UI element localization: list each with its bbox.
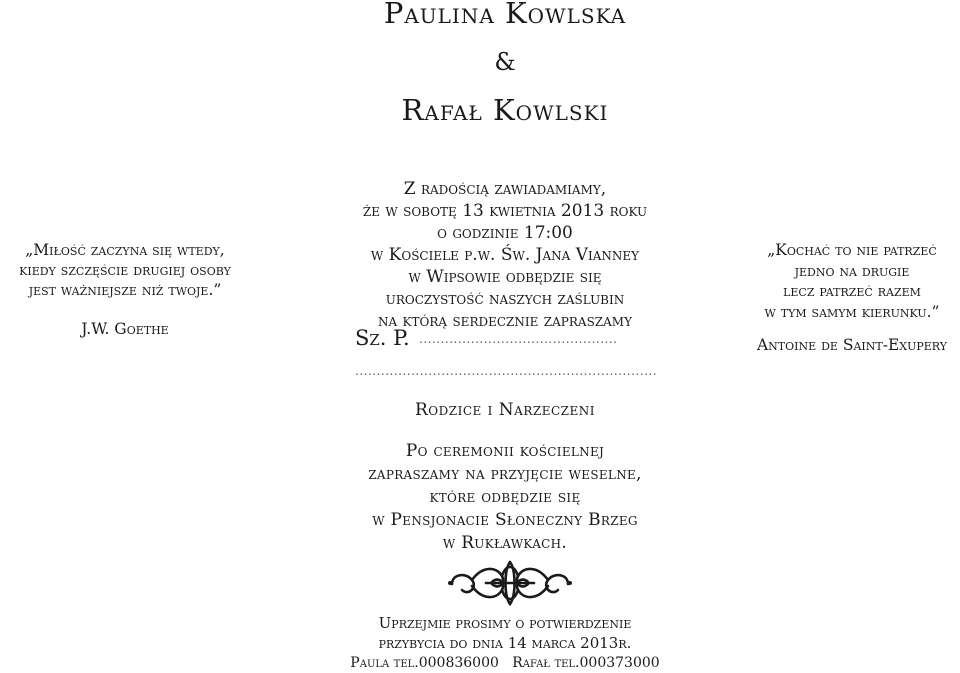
quote-line: kiedy szczęście drugiej osoby: [19, 261, 231, 279]
quote-line: jedno na drugie: [794, 261, 910, 280]
announcement-line: Z radością zawiadamiamy,: [403, 179, 607, 199]
quote-line: „Kochać to nie patrzeć: [767, 241, 937, 259]
reception-text: [330, 440, 680, 555]
quote-line: jest ważniejsze niż twoje.”: [28, 281, 222, 299]
announcement-line: w Kościele p.w. Św. Jana Vianney: [370, 245, 640, 265]
contact-numbers: Paula tel.000836000 Rafał tel.000373000: [350, 655, 660, 671]
reception-line: które odbędzie się: [429, 487, 581, 507]
announcement-line: uroczystość naszych zaślubin: [385, 289, 625, 309]
announcement-line: że w sobotę 13 kwietnia 2013 roku: [362, 201, 648, 221]
groom-name: Rafał Kowlski: [401, 93, 609, 127]
reception-line: w Pensjonacie Słoneczny Brzeg: [372, 510, 638, 530]
quote-line: lecz patrzeć razem: [783, 282, 921, 300]
guest-name-blank: ..............................................: [419, 332, 618, 346]
reception-line: w Rukławkach.: [442, 533, 568, 553]
reception-line: Po ceremonii kościelnej: [405, 441, 605, 461]
left-quote: [0, 240, 250, 300]
rsvp-line: Uprzejmie prosimy o potwierdzenie: [378, 614, 632, 632]
flourish-ornament-icon: [446, 556, 574, 608]
bride-name: Paulina Kowlska: [383, 0, 627, 30]
left-quote-author: J.W. Goethe: [81, 320, 169, 338]
guest-label: Sz. P.: [355, 326, 410, 350]
guest-name-blank-second: ......................................................................: [355, 364, 658, 378]
right-quote: [742, 240, 960, 322]
announcement-line: o godzinie 17:00: [437, 223, 573, 243]
rsvp-line: przybycia do dnia 14 marca 2013r.: [378, 634, 632, 652]
reception-line: zapraszamy na przyjęcie weselne,: [368, 464, 642, 484]
rsvp-text: [330, 613, 680, 653]
right-quote-author: Antoine de Saint-Exupery: [756, 336, 948, 354]
signature: Rodzice i Narzeczeni: [414, 400, 596, 420]
quote-line: w tym samym kierunku.”: [764, 302, 940, 321]
announcement-line: na którą serdecznie zapraszamy: [377, 311, 632, 331]
ampersand: &: [494, 48, 516, 76]
announcement-text: [330, 178, 680, 332]
quote-line: „Miłość zaczyna się wtedy,: [25, 241, 225, 259]
announcement-line: w Wipsowie odbędzie się: [408, 267, 602, 287]
